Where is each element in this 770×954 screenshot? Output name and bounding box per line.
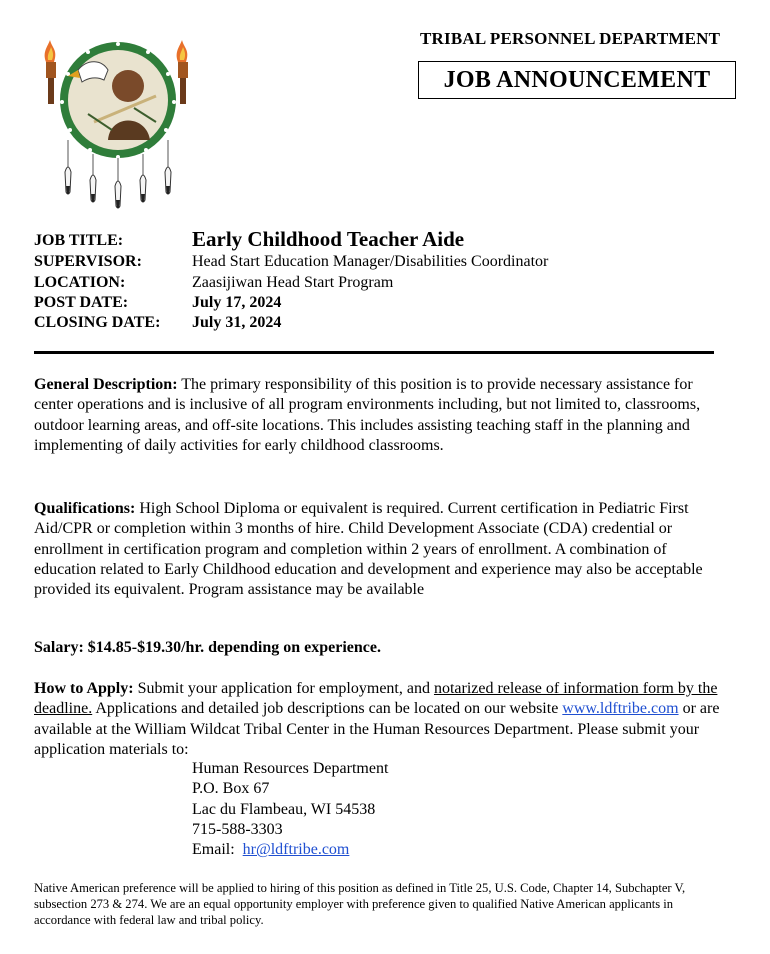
general-description-text: The primary responsibility of this position is to provide necessary assistance for center operations and is inclusive of all program environments including, but not limited to, classrooms, outdoor learning areas, and off-site locations. This includes assisting teaching staff in the planning and implementing of daily activities for early childhood classrooms.: [34, 376, 701, 454]
email-label: Email:: [192, 841, 243, 859]
phone-number: 715-588-3303: [192, 820, 283, 838]
how-to-apply-text-2: Applications and detailed job descriptions can be located on our website: [92, 700, 563, 718]
job-announcement-title: JOB ANNOUNCEMENT: [443, 66, 711, 93]
email-link[interactable]: hr@ldftribe.com: [242, 841, 350, 859]
qualifications-text: High School Diploma or equivalent is required. Current certification in Pediatric First Aid/CPR or completion within 3 months of hire. Child Development Associate (CDA) credential or enrollment in certification program and completion within 2 years of enrollment. A combination of education related to Early Childhood education and development and experience may also be acceptable provided its equivalent. Program assistance may be available: [34, 500, 703, 599]
address-line: Lac du Flambeau, WI 54538: [192, 800, 376, 818]
website-link[interactable]: www.ldftribe.com: [562, 700, 679, 718]
general-description: [34, 375, 724, 456]
qualifications: [34, 499, 724, 600]
qualifications-heading: Qualifications:: [34, 500, 136, 517]
salary: Salary: $14.85-$19.30/hr. depending on experience.: [34, 639, 381, 656]
torch-right-icon: [177, 40, 188, 104]
tribal-seal-logo: [38, 22, 198, 212]
how-to-apply-heading: How to Apply:: [34, 680, 134, 697]
supervisor-label: SUPERVISOR:: [34, 253, 142, 270]
location-label: LOCATION:: [34, 274, 126, 291]
job-title-value: Early Childhood Teacher Aide: [192, 227, 465, 251]
mailing-address: [192, 759, 388, 860]
how-to-apply-text-3: or are available at the William Wildcat Tribal Center in the Human Resources Department. Please submit your application materials to:: [34, 700, 720, 758]
torch-left-icon: [45, 40, 56, 104]
department-heading: TRIBAL PERSONNEL DEPARTMENT: [420, 29, 721, 48]
general-description-heading: General Description:: [34, 376, 178, 393]
notarized-release-text: notarized release of information form by the deadline.: [34, 680, 718, 718]
post-date-value: July 17, 2024: [192, 294, 282, 311]
eeo-footnote: Native American preference will be applied to hiring of this position as defined in Title 25, U.S. Code, Chapter 14, Subchapter V, subsection 273 & 274. We are an equal opportunity employer with preference given to qualified Native American applicants in accordance with federal law and tribal policy.: [34, 881, 686, 928]
closing-date-label: CLOSING DATE:: [34, 314, 161, 331]
divider: [34, 351, 714, 354]
job-announcement-box: [418, 61, 736, 99]
address-line: Human Resources Department: [192, 760, 389, 777]
email-line: [192, 840, 388, 860]
how-to-apply: [34, 679, 724, 760]
address-line: P.O. Box 67: [192, 780, 270, 798]
how-to-apply-text: Submit your application for employment, and: [133, 680, 434, 697]
supervisor-value: Head Start Education Manager/Disabilities Coordinator: [192, 253, 549, 270]
post-date-label: POST DATE:: [34, 294, 129, 311]
closing-date-value: July 31, 2024: [192, 314, 282, 331]
job-title-label: JOB TITLE:: [34, 232, 124, 249]
location-value: Zaasijiwan Head Start Program: [192, 274, 394, 291]
